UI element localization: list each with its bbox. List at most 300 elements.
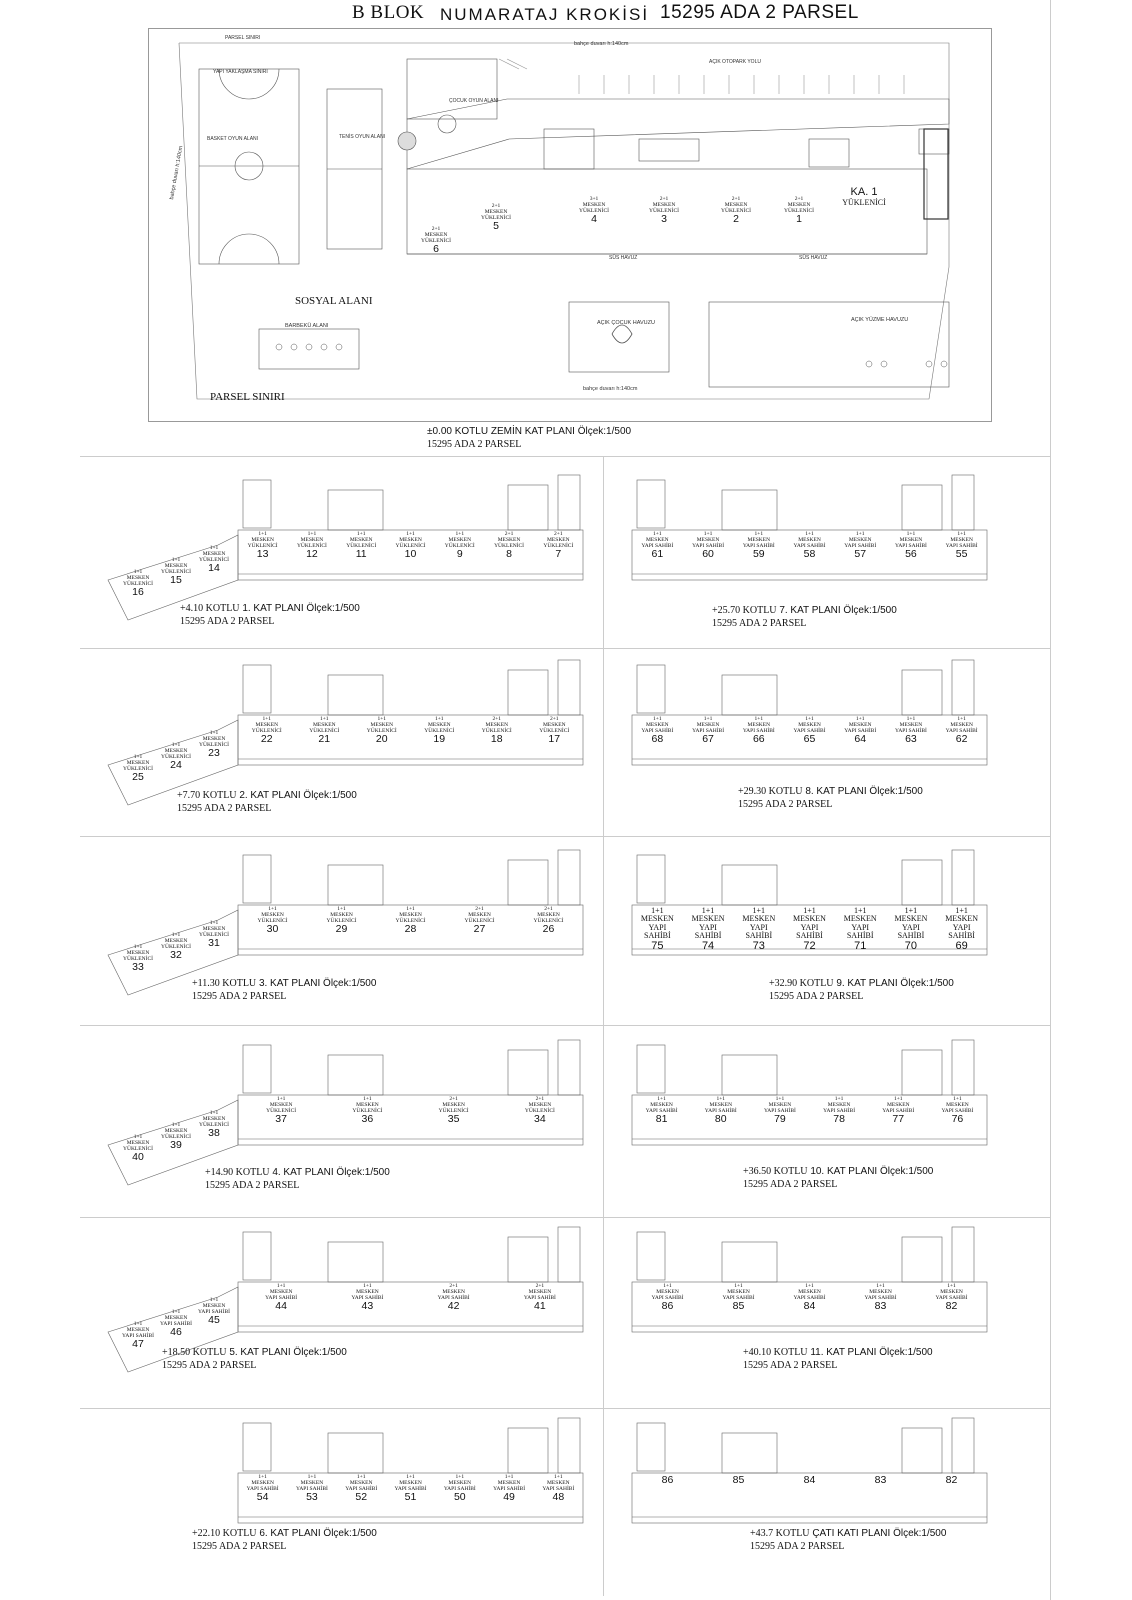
unit-use: MESKEN [497, 536, 521, 543]
unit-51 [389, 1475, 433, 1503]
unit-78 [817, 1097, 861, 1125]
outline-part [328, 865, 383, 905]
floor-parcel: 15295 ADA 2 PARSEL [712, 618, 807, 629]
ornamental-pool-2-label: SÜS HAVUZ [799, 255, 828, 261]
outline-part [637, 1232, 665, 1280]
unit-use: MESKEN [696, 721, 720, 728]
unit-owner: YAPI SAHİBİ [641, 727, 674, 734]
floor-caption [750, 1528, 946, 1539]
unit-number: 27 [473, 923, 486, 936]
floor-title: 1. KAT PLANI Ölçek:1/500 [242, 603, 360, 614]
unit-owner: YAPI SAHİBİ [694, 922, 722, 941]
outline-part [558, 1040, 580, 1095]
ground-floor-caption: ±0.00 KOTLU ZEMİN KAT PLANI Ölçek:1/500 [427, 426, 632, 437]
tennis-court-label: TENİS OYUN ALANI [339, 134, 386, 140]
outline-part [952, 1040, 974, 1095]
unit-type: 1+1 [893, 1096, 903, 1102]
unit-owner: YAPI SAHİBİ [651, 1294, 684, 1301]
unit-66 [737, 717, 781, 745]
outline-part [558, 1227, 580, 1282]
unit-35 [432, 1097, 476, 1125]
outline-part [637, 855, 665, 903]
unit-number: 52 [355, 1491, 368, 1504]
unit-use: MESKEN [442, 1288, 465, 1295]
unit-type: 1+1 [363, 1283, 372, 1289]
unit-type: 1+1 [754, 716, 764, 722]
outline-part [558, 475, 580, 530]
unit-number: 22 [260, 733, 273, 746]
unit-owner: YAPI SAHİBİ [692, 542, 725, 549]
unit-type: 1+1 [133, 1134, 143, 1140]
unit-use: MESKEN [424, 231, 448, 238]
unit-use: MESKEN [742, 914, 776, 924]
unit-number: 74 [701, 939, 715, 952]
unit-number: 17 [548, 733, 561, 746]
unit-number: 69 [955, 939, 968, 952]
unit-76 [935, 1097, 979, 1125]
unit-number: 68 [651, 733, 664, 746]
unit-54 [241, 1475, 285, 1503]
outline-part [637, 1423, 665, 1471]
unit-61 [635, 532, 679, 560]
floor-outline-drawing [88, 1222, 568, 1382]
unit-number: 62 [955, 733, 968, 746]
unit-number: 35 [447, 1113, 460, 1126]
unit-use: MESKEN [399, 536, 422, 543]
unit-owner: YÜKLENİCİ [199, 741, 229, 748]
unit-type: 1+1 [906, 716, 916, 722]
unit-number: 15 [170, 574, 182, 587]
outline-part [632, 1095, 987, 1145]
unit-number: 85 [732, 1300, 745, 1313]
unit-type: 2+1 [504, 531, 514, 537]
outline-part [902, 1428, 942, 1473]
unit-type: 1+1 [209, 1297, 219, 1303]
unit-owner: YÜKLENİCİ [161, 943, 191, 950]
unit-number: 85 [732, 1474, 745, 1486]
outline-part [508, 485, 548, 530]
unit-use: MESKEN [848, 536, 872, 543]
unit-owner: YAPI SAHİBİ [894, 542, 927, 549]
unit-number: 63 [905, 733, 917, 746]
unit-use: MESKEN [448, 1479, 472, 1486]
unit-number: 38 [208, 1127, 220, 1140]
unit-type: 1+1 [319, 716, 329, 722]
unit-type: 1+1 [953, 1096, 962, 1102]
unit-84 [788, 1284, 832, 1312]
unit-type: 1+1 [504, 1474, 514, 1480]
unit-use: MESKEN [468, 911, 491, 918]
unit-type: 1+1 [406, 1474, 415, 1480]
unit-type: 1+1 [133, 1321, 143, 1327]
unit-owner: YÜKLENİCİ [784, 207, 814, 214]
unit-owner: YÜKLENİCİ [346, 542, 377, 549]
unit-number: 33 [132, 961, 144, 974]
unit-use: MESKEN [126, 1326, 150, 1333]
outline-part [243, 665, 271, 713]
floor-elevation: +7.70 KOTLU [177, 790, 237, 801]
unit-number: 19 [433, 733, 446, 746]
outline-part [902, 485, 942, 530]
unit-use: MESKEN [650, 1101, 673, 1108]
unit-owner: YAPI SAHİBİ [844, 727, 877, 734]
unit-owner: YAPI SAHİBİ [443, 1485, 476, 1492]
unit-owner: YAPI SAHİBİ [935, 1294, 968, 1301]
unit-number: 49 [503, 1491, 515, 1504]
unit-75 [635, 907, 679, 952]
unit-use: MESKEN [427, 721, 451, 728]
unit-owner: YÜKLENİCİ [395, 542, 426, 549]
unit-85 [717, 1284, 761, 1312]
unit-use: MESKEN [528, 1288, 552, 1295]
parcel-title: 15295 ADA 2 PARSEL [660, 2, 859, 23]
unit-use: MESKEN [164, 1314, 188, 1321]
unit-type: 1+1 [701, 906, 715, 915]
unit-use: MESKEN [126, 574, 150, 581]
floor-caption [192, 978, 376, 989]
outline-part [952, 850, 974, 905]
unit-owner: YÜKLENİCİ [481, 727, 512, 734]
unit-85 [717, 1475, 761, 1486]
ornamental-pool-1-label: SÜS HAVUZ [609, 255, 638, 261]
floor-title: 7. KAT PLANI Ölçek:1/500 [779, 605, 897, 616]
unit-number: 21 [318, 733, 331, 746]
unit-number: 65 [803, 733, 816, 746]
unit-41 [518, 1284, 562, 1312]
outline-part [508, 1428, 548, 1473]
unit-owner: YAPI SAHİBİ [246, 1485, 279, 1492]
outline-part [902, 670, 942, 715]
unit-30 [251, 907, 295, 935]
unit-50 [438, 1475, 482, 1503]
unit-number: 56 [905, 548, 917, 561]
floor-elevation: +32.90 KOTLU [769, 978, 834, 989]
unit-type: 1+1 [947, 1283, 956, 1289]
unit-65 [788, 717, 832, 745]
unit-type: 1+1 [171, 557, 181, 563]
unit-58 [788, 532, 832, 560]
floor-parcel: 15295 ADA 2 PARSEL [177, 803, 272, 814]
unit-use: MESKEN [950, 721, 973, 728]
basketball-court-label: BASKET OYUN ALANI [207, 136, 259, 142]
unit-type: 1+1 [716, 1096, 726, 1102]
outline-part [558, 850, 580, 905]
unit-type: 2+1 [475, 906, 484, 912]
unit-18 [475, 717, 519, 745]
grid-divider [603, 456, 604, 1596]
unit-owner: YÜKLENİCİ [251, 727, 282, 734]
unit-use: MESKEN [827, 1101, 851, 1108]
unit-49 [487, 1475, 531, 1503]
unit-number: 58 [803, 548, 816, 561]
unit-use: MESKEN [747, 721, 771, 728]
unit-owner: YÜKLENİCİ [494, 542, 525, 549]
unit-owner: YAPI SAHİBİ [692, 727, 725, 734]
unit-9 [438, 532, 482, 560]
unit-use: MESKEN [886, 1101, 910, 1108]
unit-type: 1+1 [406, 531, 415, 537]
floor-caption [192, 1528, 377, 1539]
unit-owner: YAPI SAHİBİ [894, 727, 927, 734]
outline-part [637, 665, 665, 713]
unit-number: 31 [208, 937, 220, 950]
unit-type: 1+1 [133, 754, 143, 760]
unit-44 [259, 1284, 303, 1312]
unit-number: 70 [904, 939, 918, 952]
unit-number: 78 [833, 1113, 845, 1126]
outline-part [238, 715, 583, 765]
unit-70 [889, 907, 933, 952]
outline-part [952, 660, 974, 715]
unit-owner: YAPI SAHİBİ [793, 727, 826, 734]
unit-owner: YÜKLENİCİ [161, 568, 191, 575]
unit-number: 84 [803, 1300, 816, 1313]
unit-type: 1+1 [651, 906, 664, 915]
unit-86 [646, 1284, 690, 1312]
unit-type: 1+1 [209, 1110, 219, 1116]
outline-part [328, 490, 383, 530]
floor-parcel: 15295 ADA 2 PARSEL [180, 616, 275, 627]
unit-use: MESKEN [798, 721, 821, 728]
unit-use: MESKEN [640, 914, 674, 924]
unit-use: MESKEN [370, 721, 394, 728]
unit-owner: YÜKLENİCİ [123, 580, 153, 587]
unit-type: 1+1 [855, 531, 865, 537]
unit-owner: YAPI SAHİBİ [864, 1294, 897, 1301]
unit-owner: YAPI SAHİBİ [722, 1294, 755, 1301]
unit-68 [635, 717, 679, 745]
unit-72 [788, 907, 832, 952]
unit-use: MESKEN [691, 914, 725, 924]
unit-type: 1+1 [754, 531, 764, 537]
unit-8 [487, 532, 531, 560]
unit-use: MESKEN [269, 1101, 293, 1108]
unit-77 [876, 1097, 920, 1125]
unit-26 [527, 907, 571, 935]
unit-use: MESKEN [448, 536, 472, 543]
unit-63 [889, 717, 933, 745]
grid-divider [80, 456, 1050, 457]
floor-plan-5 [88, 1222, 568, 1382]
unit-owner: YÜKLENİCİ [721, 207, 751, 214]
unit-use: MESKEN [399, 1479, 422, 1486]
unit-81 [640, 1097, 684, 1125]
unit-use: MESKEN [484, 208, 508, 215]
unit-use: MESKEN [164, 937, 188, 944]
unit-use: MESKEN [261, 911, 284, 918]
social-area-label: SOSYAL ALANI [295, 295, 373, 307]
unit-number: 41 [534, 1300, 546, 1313]
unit-10 [389, 532, 433, 560]
unit-82 [930, 1475, 974, 1486]
unit-owner: YAPI SAHİBİ [122, 1332, 154, 1339]
floor-elevation: +43.7 KOTLU [750, 1528, 810, 1539]
unit-type: 1+1 [258, 1474, 267, 1480]
unit-type: 1+1 [356, 531, 366, 537]
unit-62 [940, 717, 984, 745]
unit-owner: YAPI SAHİBİ [704, 1107, 737, 1114]
unit-type: 1+1 [209, 920, 219, 926]
unit-owner: YÜKLENİCİ [579, 207, 609, 214]
unit-12 [290, 532, 334, 560]
floor-parcel: 15295 ADA 2 PARSEL [205, 1180, 300, 1191]
floor-title: 11. KAT PLANI Ölçek:1/500 [810, 1347, 933, 1358]
unit-number: 86 [661, 1300, 674, 1313]
unit-55 [940, 532, 984, 560]
floor-title: 5. KAT PLANI Ölçek:1/500 [229, 1347, 347, 1358]
unit-use: MESKEN [202, 735, 226, 742]
swimming-pool-label: AÇIK YÜZME HAVUZU [851, 317, 909, 323]
unit-number: 14 [208, 562, 220, 575]
unit-number: 79 [774, 1113, 786, 1126]
unit-owner: YAPI SAHİBİ [198, 1308, 230, 1315]
unit-number: 67 [702, 733, 714, 746]
open-parking-road-label: AÇIK OTOPARK YOLU [709, 59, 761, 65]
unit-use: MESKEN [126, 759, 150, 766]
unit-69 [940, 907, 984, 952]
unit-42 [432, 1284, 476, 1312]
unit-use: MESKEN [950, 536, 973, 543]
unit-number: 26 [542, 923, 555, 936]
floor-caption [743, 1166, 933, 1177]
outline-part [902, 1050, 942, 1095]
unit-owner: YAPI SAHİBİ [742, 727, 775, 734]
commercial-unit-no: KA. 1 [850, 186, 878, 198]
unit-owner: YÜKLENİCİ [649, 207, 679, 214]
unit-owner: YÜKLENİCİ [326, 917, 357, 924]
outline-part [637, 480, 665, 528]
floor-title: 8. KAT PLANI Ölçek:1/500 [805, 786, 923, 797]
unit-owner: YAPI SAHİBİ [542, 1485, 575, 1492]
unit-20 [360, 717, 404, 745]
unit-use: MESKEN [696, 536, 720, 543]
unit-27 [458, 907, 502, 935]
floor-title: ÇATI KATI PLANI Ölçek:1/500 [812, 1528, 947, 1539]
floor-plan-11 [612, 1222, 1092, 1382]
unit-number: 45 [208, 1314, 220, 1327]
unit-use: MESKEN [255, 721, 279, 728]
unit-23 [192, 731, 236, 759]
unit-owner: YAPI SAHİBİ [844, 542, 877, 549]
unit-use: MESKEN [312, 721, 336, 728]
unit-owner: YAPI SAHİBİ [345, 1485, 378, 1492]
unit-owner: YAPI SAHİBİ [523, 1294, 556, 1301]
unit-use: MESKEN [646, 536, 669, 543]
unit-owner: YÜKLENİCİ [161, 1133, 191, 1140]
outline-part [508, 1050, 548, 1095]
unit-number: 44 [275, 1300, 287, 1313]
unit-owner: YAPI SAHİBİ [897, 922, 925, 941]
parcel-boundary-bottom-label: PARSEL SINIRI [210, 391, 285, 403]
block-title: B BLOK [352, 2, 425, 23]
unit-type: 2+1 [554, 531, 563, 537]
unit-use: MESKEN [330, 911, 353, 918]
unit-number: 57 [854, 548, 867, 561]
unit-36 [345, 1097, 389, 1125]
floor-parcel: 15295 ADA 2 PARSEL [162, 1360, 257, 1371]
unit-number: 5 [493, 220, 499, 233]
unit-type: 1+1 [377, 716, 387, 722]
unit-number: 7 [555, 548, 562, 561]
unit-37 [259, 1097, 303, 1125]
grid-divider [80, 648, 1050, 649]
floor-elevation: +4.10 KOTLU [180, 603, 240, 614]
unit-type: 1+1 [406, 906, 415, 912]
unit-use: MESKEN [547, 536, 570, 543]
unit-owner: YÜKLENİCİ [421, 237, 451, 244]
unit-type: 2+1 [794, 196, 804, 202]
ground-floor-parcel: 15295 ADA 2 PARSEL [427, 439, 522, 450]
unit-type: 1+1 [805, 1283, 814, 1289]
floor-caption [177, 790, 357, 801]
unit-number: 73 [752, 939, 765, 952]
floor-caption [180, 603, 360, 614]
unit-use: MESKEN [946, 1101, 969, 1108]
outline-part [328, 1055, 383, 1095]
outline-part [722, 1433, 777, 1473]
floor-plan-6 [88, 1413, 575, 1573]
unit-owner: YAPI SAHİBİ [265, 1294, 298, 1301]
unit-owner: YÜKLENİCİ [352, 1107, 383, 1114]
unit-number: 84 [803, 1474, 816, 1486]
unit-use: MESKEN [709, 1101, 733, 1108]
unit-type: 2+1 [659, 196, 669, 202]
unit-number: 20 [375, 733, 388, 746]
ground-floor-site-plan [148, 28, 992, 422]
garden-wall-left-label: bahçe duvarı h:140cm [169, 145, 185, 201]
unit-owner: YÜKLENİCİ [123, 955, 153, 962]
parcel-boundary-label: PARSEL SINIRI [225, 35, 261, 41]
unit-type: 1+1 [775, 1096, 785, 1102]
unit-type: 1+1 [337, 906, 346, 912]
unit-type: 1+1 [855, 716, 865, 722]
unit-number: 50 [453, 1491, 466, 1504]
unit-owner: YAPI SAHİBİ [882, 1107, 915, 1114]
unit-owner: YAPI SAHİBİ [763, 1107, 796, 1114]
outline-part [722, 675, 777, 715]
unit-owner: YÜKLENİCİ [199, 1121, 229, 1128]
unit-owner: YÜKLENİCİ [123, 1145, 153, 1152]
unit-type: 1+1 [734, 1283, 743, 1289]
unit-use: MESKEN [300, 1479, 324, 1486]
site-plan-drawing [149, 29, 993, 423]
unit-83 [859, 1284, 903, 1312]
floor-elevation: +29.30 KOTLU [738, 786, 803, 797]
unit-owner: YAPI SAHİBİ [846, 922, 874, 941]
unit-owner: YAPI SAHİBİ [351, 1294, 384, 1301]
barbecue-area-label: BARBEKÜ ALANI [285, 323, 329, 329]
unit-number: 83 [874, 1474, 887, 1486]
unit-56 [889, 532, 933, 560]
unit-number: 66 [752, 733, 765, 746]
grid-divider [80, 1217, 1050, 1218]
unit-use: MESKEN [442, 1101, 465, 1108]
unit-owner: YÜKLENİCİ [366, 727, 397, 734]
unit-use: MESKEN [899, 721, 923, 728]
unit-number: 80 [714, 1113, 727, 1126]
unit-type: 1+1 [904, 906, 918, 915]
garden-wall-top-label: bahçe duvarı h:140cm [574, 41, 629, 47]
unit-use: MESKEN [542, 721, 566, 728]
unit-number: 77 [892, 1113, 905, 1126]
floor-elevation: +36.50 KOTLU [743, 1166, 808, 1177]
grid-divider [80, 1025, 1050, 1026]
unit-owner: YAPI SAHİBİ [948, 922, 975, 941]
unit-use: MESKEN [251, 1479, 274, 1486]
unit-number: 40 [132, 1151, 144, 1164]
unit-number: 39 [170, 1139, 182, 1152]
unit-number: 83 [874, 1300, 887, 1313]
